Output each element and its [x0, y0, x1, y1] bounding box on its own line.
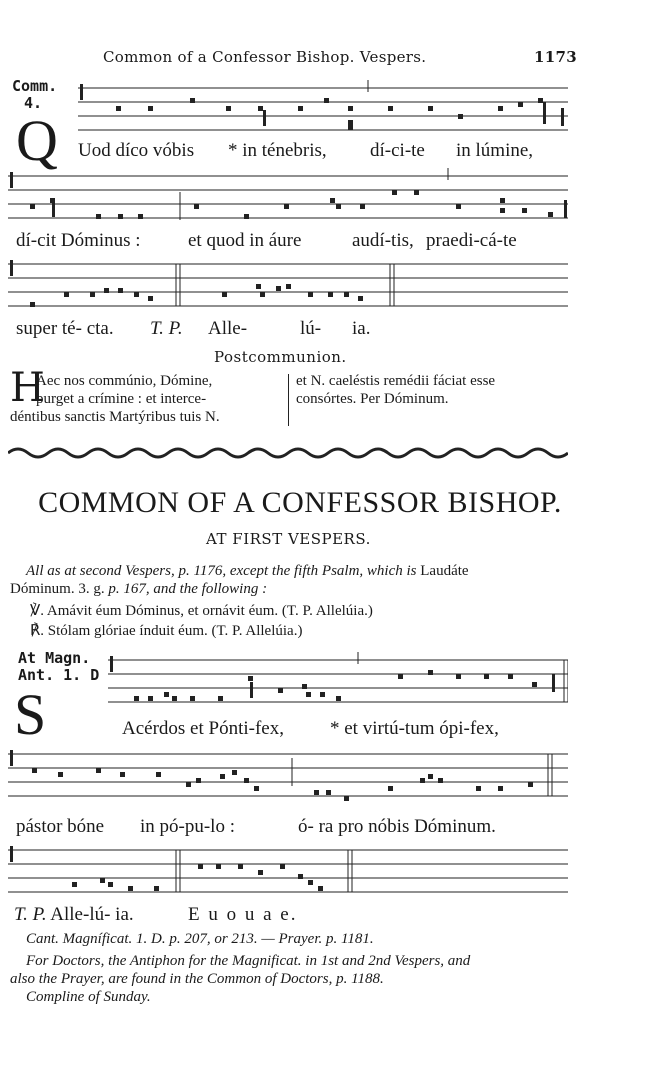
antiphon-lyric-2c: ó- ra pro nóbis Dóminum. — [298, 816, 496, 837]
postcommunion-left-3: déntibus sanctis Martýribus tuis N. — [10, 409, 220, 425]
running-title: Common of a Confessor Bishop. Vespers. — [103, 48, 427, 66]
response: ℟. Stólam glóriae índuit éum. (T. P. Allelúia.) — [30, 623, 303, 639]
cant-reference: Cant. Magníficat. 1. D. p. 207, or 213. — Prayer. p. 1181. — [26, 931, 374, 947]
communion-label-line1: Comm. — [12, 77, 58, 95]
rubric-line-1 — [26, 562, 469, 580]
rubric-line-1a: All as at second Vespers, p. 1176, except the fifth Psalm, which is — [26, 563, 417, 579]
section-subtitle: AT FIRST VESPERS. — [206, 530, 371, 548]
antiphon-lyric-3b: Alle-lú- ia. — [50, 904, 134, 925]
ornamental-divider — [8, 445, 568, 461]
postcommunion-right-1: et N. caeléstis remédii fáciat esse — [296, 373, 496, 389]
communion-lyric-3e: ia. — [352, 318, 371, 339]
communion-lyric-1c: dí-ci-te — [370, 140, 425, 161]
communion-lyric-3d: lú- — [300, 318, 322, 339]
communion-lyric-3b: T. P. — [150, 318, 183, 339]
communion-lyric-1b: * in ténebris, — [228, 140, 327, 161]
antiphon-lyric-3c: E u o u a e. — [188, 904, 298, 925]
staff-antiphon-3 — [8, 842, 568, 898]
versicle: ℣. Amávit éum Dóminus, et ornávit éum. (T. P. Allelúia.) — [30, 603, 373, 619]
postcommunion-initial: H — [10, 365, 45, 411]
doctors-note-2: also the Prayer, are found in the Common of Doctors, p. 1188. — [10, 971, 384, 987]
antiphon-label-line1: At Magn. — [18, 649, 91, 667]
staff-communion-3 — [8, 256, 568, 312]
section-title: COMMON OF A CONFESSOR BISHOP. — [38, 486, 562, 519]
rubric-line-2a: Dóminum. 3. g. — [10, 581, 105, 597]
compline-note: Compline of Sunday. — [26, 989, 151, 1005]
communion-lyric-1d: in lúmine, — [456, 140, 534, 161]
communion-lyric-2a: dí-cit Dóminus : — [16, 230, 141, 251]
postcommunion-heading: Postcommunion. — [214, 348, 347, 366]
communion-lyric-2c: audí-tis, — [352, 230, 414, 251]
antiphon-lyric-1b: * et virtú-tum ópi-fex, — [330, 718, 499, 739]
column-divider — [288, 374, 289, 426]
antiphon-lyric-3 — [14, 904, 134, 926]
communion-lyric-1a: Uod díco vóbis — [78, 140, 195, 161]
antiphon-lyric-2a: pástor bóne — [16, 816, 105, 837]
doctors-note-1: For Doctors, the Antiphon for the Magnificat. in 1st and 2nd Vespers, and — [26, 953, 471, 969]
postcommunion-right-2: consórtes. Per Dóminum. — [296, 391, 449, 407]
rubric-line-2b: p. 167, and the following : — [108, 581, 268, 597]
page-number: 1173 — [534, 48, 577, 66]
antiphon-label-line2: Ant. 1. D — [18, 666, 100, 684]
rubric-line-2 — [10, 580, 267, 598]
staff-communion-2 — [8, 168, 568, 224]
antiphon-lyric-1a: Acérdos et Pónti-fex, — [122, 718, 284, 739]
communion-initial: Q — [16, 108, 58, 173]
rubric-line-1b: Laudáte — [420, 563, 469, 579]
antiphon-lyric-3a: T. P. — [14, 904, 47, 925]
postcommunion-left-2: purget a crímine : et interce- — [36, 391, 207, 407]
communion-lyric-2d: praedi-cá-te — [426, 230, 517, 251]
communion-lyric-3c: Alle- — [208, 318, 248, 339]
communion-lyric-2b: et quod in áure — [188, 230, 302, 251]
staff-communion-1 — [8, 77, 568, 136]
antiphon-initial: S — [14, 682, 47, 747]
communion-label-line2: 4. — [24, 94, 43, 112]
antiphon-lyric-2b: in pó-pu-lo : — [140, 816, 235, 837]
communion-lyric-3a: super té- cta. — [16, 318, 114, 339]
staff-antiphon-1 — [8, 649, 568, 708]
postcommunion-left-1: Aec nos commúnio, Dómine, — [36, 373, 213, 389]
staff-antiphon-2 — [8, 746, 568, 802]
